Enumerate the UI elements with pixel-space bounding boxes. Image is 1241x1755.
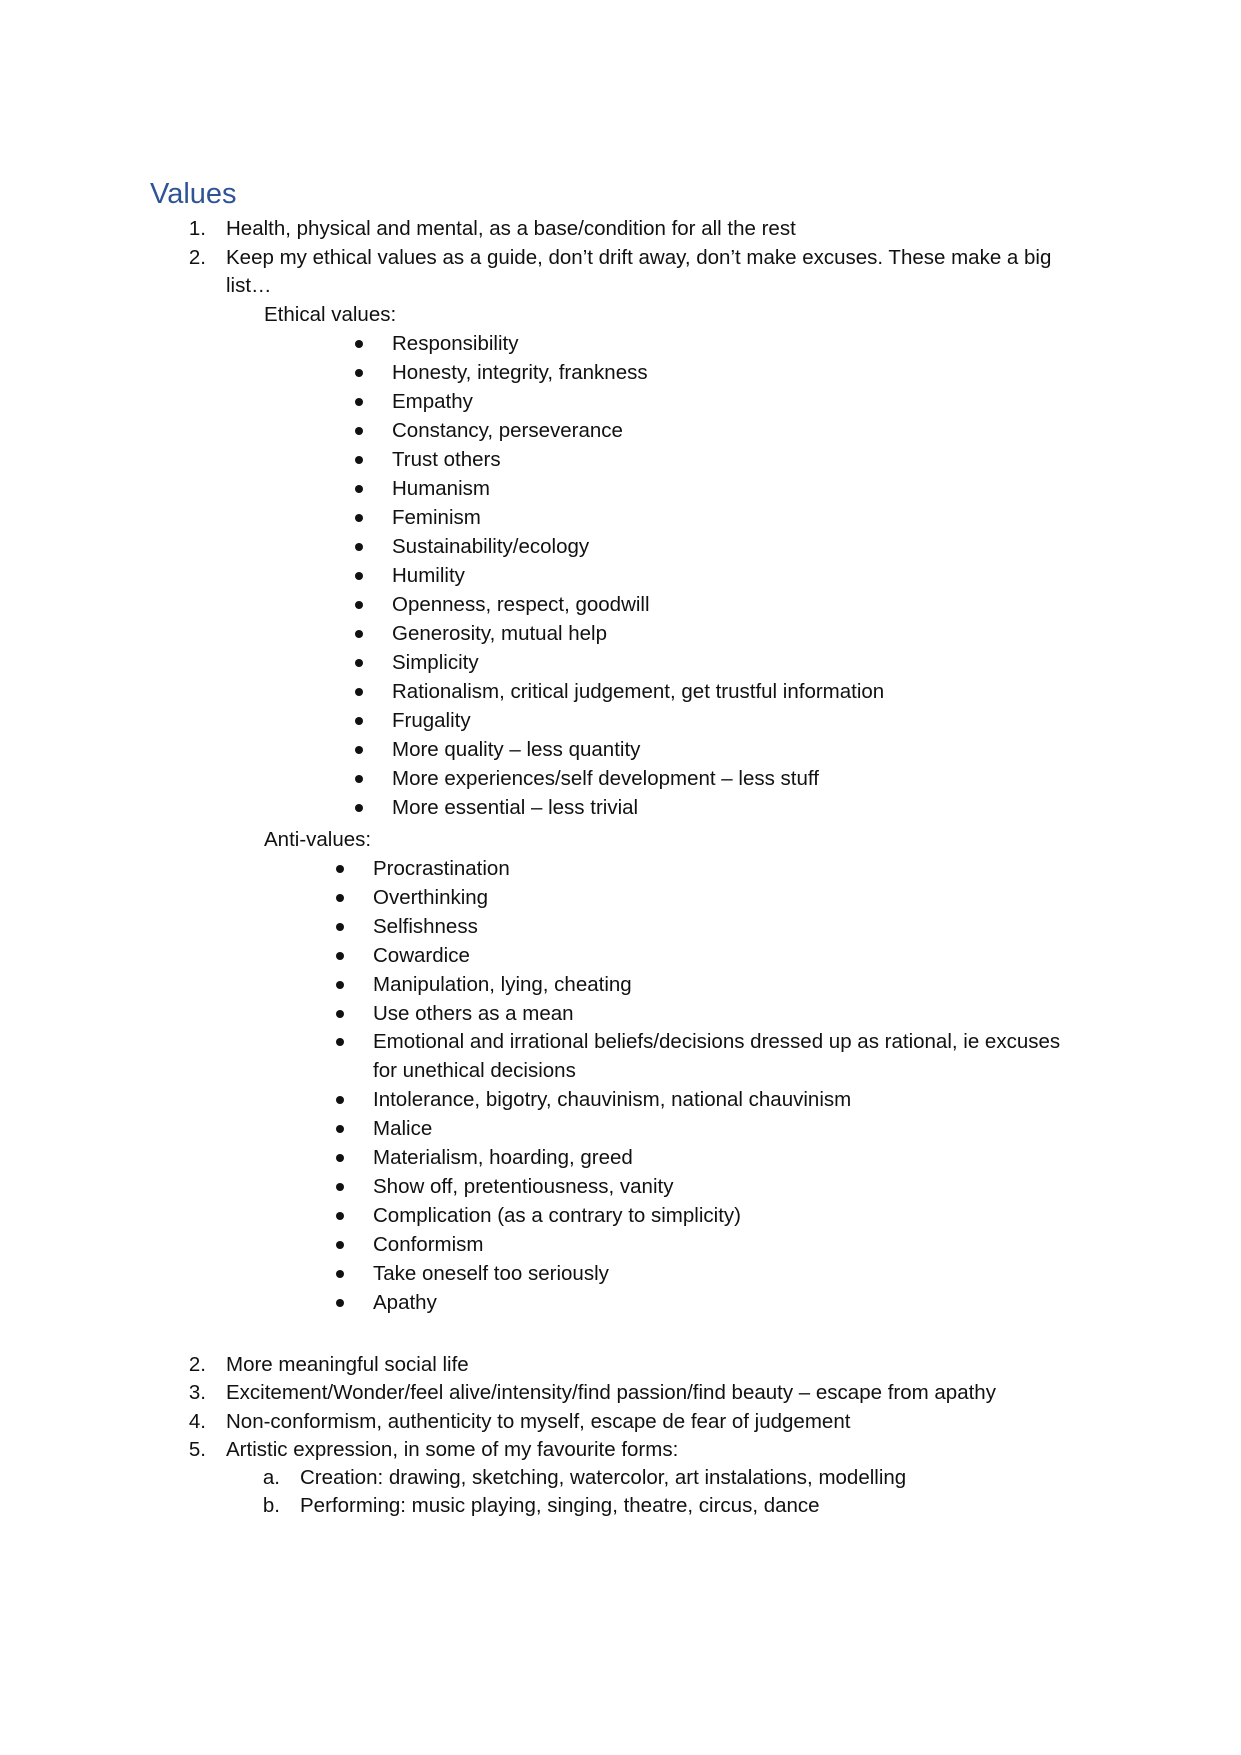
bullet-item: More essential – less trivial (392, 796, 639, 819)
bullet-icon (355, 688, 363, 696)
bullet-item: Responsibility (392, 332, 519, 355)
bullet-icon (355, 514, 363, 522)
bullet-item: Trust others (392, 448, 501, 471)
bullet-item: Use others as a mean (373, 1001, 574, 1025)
bullet-item: Procrastination (373, 857, 510, 880)
sub-list-letter: b. (262, 1494, 280, 1517)
bullet-item: Intolerance, bigotry, chauvinism, national chauvinism (373, 1088, 852, 1112)
bullet-icon (336, 1270, 344, 1278)
list-number: 4. (188, 1410, 206, 1433)
list-number: 5. (188, 1438, 206, 1461)
list-item-continuation: list… (226, 274, 272, 297)
bullet-item: Conformism (373, 1232, 484, 1256)
bullet-icon (336, 1010, 344, 1018)
bullet-item: Apathy (373, 1290, 437, 1314)
bullet-item: Humility (392, 564, 465, 587)
bullet-item: Simplicity (392, 651, 479, 674)
bullet-item: Sustainability/ecology (392, 535, 590, 558)
bullet-item: Cowardice (373, 943, 470, 967)
list-number: 2. (188, 1353, 206, 1376)
bullet-item: Complication (as a contrary to simplicity) (373, 1203, 741, 1227)
bullet-item: Materialism, hoarding, greed (373, 1146, 633, 1169)
sub-list-item: Performing: music playing, singing, theatre, circus, dance (300, 1494, 820, 1517)
bullet-icon (336, 1154, 344, 1162)
bullet-item: Malice (373, 1117, 433, 1141)
bullet-item: Emotional and irrational beliefs/decisions dressed up as rational, ie excuses (373, 1030, 1061, 1054)
bullet-item: Feminism (392, 506, 481, 529)
bullet-icon (355, 804, 363, 812)
bullet-icon (336, 1183, 344, 1191)
list-item: Artistic expression, in some of my favourite forms: (226, 1438, 679, 1461)
bullet-icon (336, 1038, 344, 1046)
list-item: Non-conformism, authenticity to myself, escape de fear of judgement (226, 1410, 851, 1433)
bullet-item-continuation: for unethical decisions (373, 1059, 576, 1083)
bullet-icon (336, 1241, 344, 1249)
bullet-icon (336, 923, 344, 931)
bullet-item: Show off, pretentiousness, vanity (373, 1174, 674, 1198)
sub-list-letter: a. (262, 1466, 280, 1489)
sub-list-item: Creation: drawing, sketching, watercolor, art instalations, modelling (300, 1466, 907, 1489)
bullet-icon (355, 427, 363, 435)
bullet-icon (355, 630, 363, 638)
list-number: 2. (188, 246, 206, 269)
list-number: 3. (188, 1381, 206, 1404)
bullet-icon (336, 952, 344, 960)
bullet-icon (355, 659, 363, 667)
bullet-icon (355, 369, 363, 377)
bullet-item: Humanism (392, 477, 490, 500)
bullet-item: Overthinking (373, 885, 489, 909)
bullet-icon (336, 1212, 344, 1220)
bullet-icon (355, 746, 363, 754)
bullet-icon (355, 543, 363, 551)
bullet-icon (355, 717, 363, 725)
bullet-item: More quality – less quantity (392, 738, 641, 761)
bullet-icon (355, 572, 363, 580)
bullet-icon (355, 398, 363, 406)
bullet-item: Openness, respect, goodwill (392, 593, 650, 616)
bullet-icon (336, 894, 344, 902)
bullet-icon (355, 456, 363, 464)
page-title: Values (150, 178, 237, 210)
bullet-icon (355, 485, 363, 493)
bullet-icon (336, 1096, 344, 1104)
bullet-icon (336, 1299, 344, 1307)
anti-values-label: Anti-values: (264, 828, 372, 851)
list-item: Excitement/Wonder/feel alive/intensity/find passion/find beauty – escape from apathy (226, 1381, 996, 1404)
list-number: 1. (188, 217, 206, 240)
bullet-item: Frugality (392, 709, 471, 732)
bullet-item: Rationalism, critical judgement, get trustful information (392, 680, 885, 703)
ethical-values-label: Ethical values: (264, 303, 397, 326)
bullet-icon (336, 1125, 344, 1133)
list-item: More meaningful social life (226, 1353, 469, 1376)
bullet-item: Honesty, integrity, frankness (392, 361, 648, 384)
bullet-icon (355, 775, 363, 783)
list-item: Keep my ethical values as a guide, don’t drift away, don’t make excuses. These make a big (226, 246, 1052, 269)
bullet-item: Constancy, perseverance (392, 419, 623, 442)
bullet-item: Take oneself too seriously (373, 1261, 609, 1285)
bullet-item: Manipulation, lying, cheating (373, 972, 632, 996)
bullet-item: Empathy (392, 390, 473, 413)
bullet-icon (336, 865, 344, 873)
list-item: Health, physical and mental, as a base/condition for all the rest (226, 217, 796, 240)
bullet-item: More experiences/self development – less stuff (392, 767, 819, 790)
bullet-icon (355, 601, 363, 609)
bullet-icon (336, 981, 344, 989)
bullet-item: Selfishness (373, 914, 478, 938)
bullet-item: Generosity, mutual help (392, 622, 607, 645)
bullet-icon (355, 340, 363, 348)
